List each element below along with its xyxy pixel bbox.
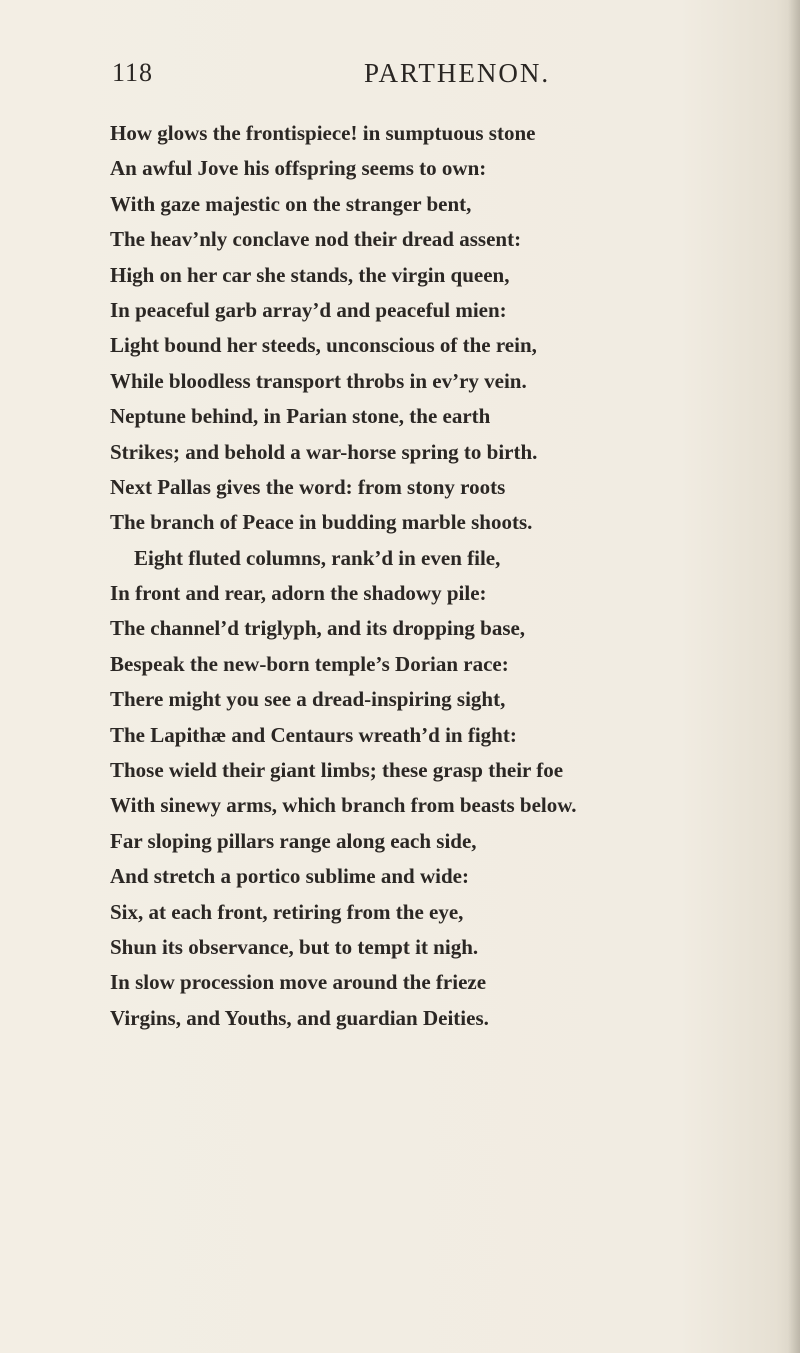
poem-line: Neptune behind, in Parian stone, the earth bbox=[110, 404, 491, 429]
poem-line: Six, at each front, retiring from the eye, bbox=[110, 899, 464, 924]
poem-line: An awful Jove his offspring seems to own: bbox=[110, 156, 487, 181]
poem-text bbox=[110, 116, 790, 1036]
poem-line: Eight fluted columns, rank’d in even file, bbox=[134, 545, 501, 570]
poem-line: In slow procession move around the frieze bbox=[110, 970, 487, 995]
poem-line: How glows the frontispiece! in sumptuous stone bbox=[110, 121, 536, 145]
poem-line: The Lapithæ and Centaurs wreath’d in fight: bbox=[110, 722, 517, 747]
poem-line: High on her car she stands, the virgin queen, bbox=[110, 262, 510, 287]
poem-line: Those wield their giant limbs; these grasp their foe bbox=[110, 758, 564, 783]
poem-line: Bespeak the new-born temple’s Dorian race: bbox=[110, 651, 509, 676]
poem-line: Shun its observance, but to tempt it nigh. bbox=[110, 934, 479, 959]
poem-line: While bloodless transport throbs in ev’ry vein. bbox=[110, 368, 527, 393]
poem-line: Light bound her steeds, unconscious of the rein, bbox=[110, 333, 537, 358]
poem-line: Strikes; and behold a war-horse spring to birth. bbox=[110, 439, 538, 464]
poem-line: With gaze majestic on the stranger bent, bbox=[110, 191, 472, 216]
poem-line: And stretch a portico sublime and wide: bbox=[110, 864, 469, 889]
poem-line: In peaceful garb array’d and peaceful mien: bbox=[110, 297, 507, 322]
poem-line: In front and rear, adorn the shadowy pile: bbox=[110, 581, 487, 606]
poem-line: The heav’nly conclave nod their dread assent: bbox=[110, 227, 522, 252]
poem-line: There might you see a dread-inspiring sight, bbox=[110, 687, 506, 712]
poem-line: Next Pallas gives the word: from stony roots bbox=[110, 474, 506, 499]
page-header bbox=[112, 58, 632, 98]
poem-line: Far sloping pillars range along each side, bbox=[110, 828, 477, 853]
poem-line: The branch of Peace in budding marble shoots. bbox=[110, 510, 533, 535]
running-head: PARTHENON. bbox=[364, 58, 551, 88]
poem-line: The channel’d triglyph, and its dropping base, bbox=[110, 616, 526, 641]
poem-line: With sinewy arms, which branch from beasts below. bbox=[110, 793, 577, 818]
poem-line: Virgins, and Youths, and guardian Deities. bbox=[110, 1005, 489, 1030]
page-number: 118 bbox=[112, 58, 154, 87]
